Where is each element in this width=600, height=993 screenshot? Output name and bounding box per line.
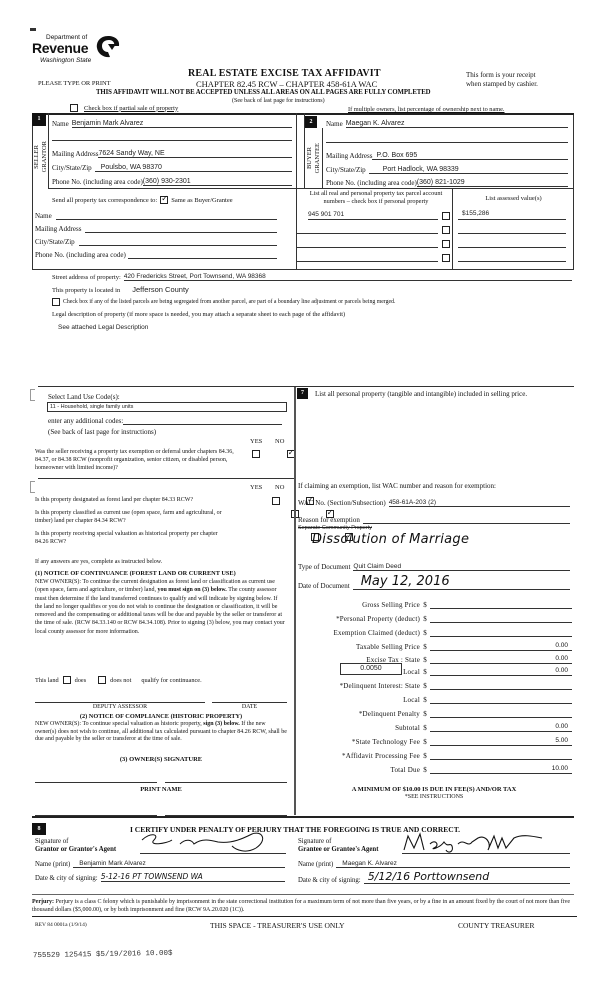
assessed-value-field[interactable]: [458, 224, 566, 234]
buyer-city-label: City/State/Zip: [326, 166, 366, 174]
buyer-city-field[interactable]: Port Hadlock, WA 98339: [369, 166, 568, 174]
dollar-sign: $: [423, 682, 427, 690]
buyer-label: BUYER: [306, 146, 313, 170]
fee-label: Exemption Claimed (deduct): [333, 629, 420, 637]
this-land-label: This land: [35, 676, 59, 684]
does-checkbox[interactable]: [63, 676, 71, 684]
section-7-marker: 7: [297, 388, 308, 399]
yes-header-2: YES: [250, 484, 263, 491]
seller-city-field[interactable]: Poulsbo, WA 98370: [95, 164, 292, 172]
form-revision: REV 84 0001a (1/9/14): [35, 922, 87, 928]
doc-type-row: [298, 560, 570, 571]
notice-1-body-bold: you must sign on (3) below.: [157, 587, 227, 594]
fee-row-gross-selling-price: [300, 597, 572, 609]
partial-sale-label: Check box if partial sale of property: [84, 104, 179, 112]
fee-value-field[interactable]: 5.00: [430, 736, 572, 746]
does-not-checkbox[interactable]: [98, 676, 106, 684]
reason-row: [298, 513, 570, 524]
fee-value-field[interactable]: [430, 694, 572, 704]
parcel-row: [308, 210, 450, 220]
fee-label: *State Technology Fee: [351, 738, 420, 746]
grantee-date-field[interactable]: 5/12/16 Porttownsend: [364, 870, 570, 884]
wac-row: [298, 496, 570, 507]
dollar-sign: $: [423, 766, 427, 774]
section-divider-rule: [38, 386, 574, 387]
buyer-phone-label: Phone No. (including area code): [326, 179, 417, 187]
fee-label: Local: [403, 668, 420, 676]
grantor-name-row: [35, 858, 285, 868]
buyer-bottom-rule: [296, 188, 574, 189]
land-use-select[interactable]: 11 - Household, single family units: [47, 402, 287, 412]
corr-address-label: Mailing Address: [35, 225, 82, 233]
wac-field[interactable]: 458-61A-203 (2): [389, 499, 570, 507]
buyer-address-row: [326, 149, 568, 160]
corr-name-label: Name: [35, 212, 52, 220]
doc-type-label: Type of Document: [298, 563, 351, 571]
dollar-sign: $: [423, 738, 427, 746]
qualify-label: qualify for continuance.: [141, 676, 202, 684]
seller-name-line-2[interactable]: [52, 140, 292, 141]
no-header-2: NO: [275, 484, 285, 491]
exemption-yes-checkbox[interactable]: [252, 450, 260, 458]
corr-city-field[interactable]: [79, 238, 277, 246]
seller-phone-row: [52, 175, 292, 186]
fee-value-field[interactable]: 0.00: [430, 666, 572, 676]
grantor-label: GRANTOR: [40, 141, 48, 173]
notice-1-body-b: The county assessor must then determine if the land transferred continues to qualify and will indicate by signing below. If the land no longer qualifies or you do not wish to continue the designation or classification, it will be removed and the compensating or additional taxes will be due and payable by the seller or transferor at the time of sale. (RCW 84.33.140 or RCW 84.34.108). Prior to signing (3) below, you may contact your local county assessor for more information.: [35, 587, 285, 635]
grantor-signature-field[interactable]: [140, 836, 286, 854]
see-instructions-note: *SEE INSTRUCTIONS: [404, 794, 464, 800]
parcel-header-2: numbers – check box if personal property: [323, 198, 429, 205]
grantee-name-field[interactable]: Maegan K. Alvarez: [336, 860, 570, 868]
parcel-row: [296, 224, 450, 234]
corr-address-row: [35, 223, 277, 233]
located-row: [52, 285, 189, 294]
fee-value-field[interactable]: 0.00: [430, 654, 572, 664]
grantee-signature-scribble: [402, 830, 570, 854]
fee-row-exemption-claimed: [300, 625, 572, 637]
does-not-label: does not: [110, 676, 132, 684]
fee-value-field[interactable]: [430, 613, 572, 623]
buyer-left-rule: [304, 113, 305, 188]
grantor-name-label: Name (print): [35, 861, 71, 868]
doc-date-label: Date of Document: [298, 582, 350, 590]
street-address-label: Street address of property:: [52, 274, 121, 281]
owner-signature-label: (3) OWNER(S) SIGNATURE: [119, 756, 203, 763]
fee-label: *Delinquent Interest: State: [339, 682, 420, 690]
notice-2-body-a: NEW OWNER(S): To continue special valuation as historic property,: [35, 721, 202, 727]
corr-city-label: City/State/Zip: [35, 238, 75, 246]
treasurer-stamp: 755529 125415 $5/19/2016 10.00$: [32, 949, 173, 961]
personal-property-checkbox[interactable]: [442, 226, 450, 234]
section-8-marker: 8: [32, 823, 46, 835]
corr-city-row: [35, 236, 277, 246]
grantor-sig-label-2: Grantor or Grantor's Agent: [35, 846, 117, 853]
seller-address-row: [52, 147, 292, 158]
dollar-sign: $: [423, 629, 427, 637]
fee-value-field[interactable]: [430, 708, 572, 718]
grantee-date-row: [298, 870, 570, 884]
fee-value-field[interactable]: [430, 750, 572, 760]
buyer-name-line-2[interactable]: [326, 142, 568, 143]
exemption-question: Was the seller receiving a property tax exemption or deferral under chapters 84.36, 84.37, or 84.38 RCW (nonprofit organization, senior citizen, or disabled person, homeowner with limited income)?: [35, 449, 234, 471]
forest-land-question: Is this property designated as forest land per chapter 84.33 RCW?: [35, 497, 194, 503]
doc-date-field[interactable]: May 12, 2016: [353, 574, 570, 590]
grantor-sig-label-1: Signature of: [35, 838, 69, 845]
section-5-rule: [38, 478, 294, 479]
grantee-label: GRANTEE: [314, 142, 321, 174]
street-address-field[interactable]: 420 Fredericks Street, Port Townsend, WA 98368: [124, 273, 572, 281]
no-header: NO: [275, 438, 285, 445]
grantee-signature-field[interactable]: [402, 836, 570, 854]
minimum-due-note: A MINIMUM OF $10.00 IS DUE IN FEE(S) AND/OR TAX: [351, 786, 517, 793]
yes-header: YES: [250, 438, 263, 445]
cert-bottom-rule: [32, 894, 574, 895]
grantor-date-label: Date & city of signing:: [35, 875, 98, 882]
segregated-row: [52, 298, 395, 306]
grantor-date-field[interactable]: 5-12-16 PT TOWNSEND WA: [101, 872, 285, 882]
top-rule: [32, 113, 574, 115]
fee-value-field[interactable]: [430, 680, 572, 690]
seller-name-row: [52, 117, 292, 128]
logo-dept-of: Department of: [46, 34, 88, 41]
notice-1-title: (1) NOTICE OF CONTINUANCE (FOREST LAND OR CURRENT USE): [35, 570, 236, 577]
fee-label: Gross Selling Price: [362, 601, 420, 609]
fee-label: Total Due: [390, 766, 420, 774]
seller-phone-label: Phone No. (including area code): [52, 178, 143, 186]
fee-value-field[interactable]: 0.00: [430, 722, 572, 732]
buyer-name-field[interactable]: Maegan K. Alvarez: [346, 120, 568, 128]
form-chapter: CHAPTER 82.45 RCW – CHAPTER 458-61A WAC: [196, 79, 378, 89]
county-treasurer-label: COUNTY TREASURER: [458, 921, 535, 930]
seller-name-field[interactable]: Benjamin Mark Alvarez: [72, 120, 292, 128]
parcel-account-field[interactable]: [296, 239, 438, 248]
legal-description-field[interactable]: See attached Legal Description: [58, 324, 149, 331]
wac-label: WAC No. (Section/Subsection): [298, 499, 386, 507]
grantee-name-row: [298, 858, 570, 868]
fee-row-delinquent-interest-state: [300, 678, 572, 690]
correspondence-row: [52, 196, 233, 204]
corr-name-row: [35, 210, 277, 220]
additional-codes-row: [48, 415, 282, 425]
seller-divider: [48, 113, 49, 188]
assessed-value-field[interactable]: [458, 238, 566, 248]
assessor-date-label: DATE: [241, 704, 258, 710]
seller-address-field[interactable]: 7624 Sandy Way, NE: [98, 150, 292, 158]
dollar-sign: $: [423, 643, 427, 651]
grantor-name-field[interactable]: Benjamin Mark Alvarez: [73, 860, 285, 868]
corr-phone-row: [35, 249, 277, 259]
additional-codes-field[interactable]: [123, 417, 282, 425]
reason-field[interactable]: [363, 515, 570, 524]
corr-name-field[interactable]: [56, 212, 277, 220]
buyer-phone-field[interactable]: (360) 821-1029: [417, 179, 568, 187]
reason-struck-text: Separate Community Property: [298, 525, 372, 531]
grantor-signature-scribble: [136, 830, 282, 852]
logo-washington-state: Washington State: [40, 57, 92, 64]
parcel-account-field[interactable]: 945 901 701: [308, 211, 438, 220]
grantee-name-label: Name (print): [298, 861, 334, 868]
grantor-date-row: [35, 871, 285, 882]
assessor-date-line[interactable]: [212, 702, 287, 703]
seller-side-label: [32, 126, 49, 188]
corr-address-field[interactable]: [85, 225, 277, 233]
grantee-sig-label-1: Signature of: [298, 838, 332, 845]
personal-property-checkbox[interactable]: [442, 212, 450, 220]
reason-handwritten[interactable]: Dissolution of Marriage: [312, 532, 470, 547]
doc-date-row: [298, 574, 570, 590]
section-1-marker: 1: [32, 113, 46, 126]
buyer-address-field[interactable]: P.O. Box 695: [372, 152, 568, 160]
seller-city-row: [52, 161, 292, 172]
notice-2-body: [35, 721, 287, 744]
perjury-notice: [32, 898, 577, 914]
parcel-account-field[interactable]: [296, 225, 438, 234]
fee-value-field[interactable]: [430, 599, 572, 609]
fee-label: Excise Tax : State: [366, 656, 420, 664]
grantee-date-label: Date & city of signing:: [298, 877, 361, 884]
fee-value-field[interactable]: 0.00: [430, 641, 572, 651]
personal-property-checkbox[interactable]: [442, 240, 450, 248]
current-use-question: Is this property classified as current use (open space, farm and agricultural, or timber) land per chapter 84.34 RCW?: [35, 510, 222, 524]
continuance-row: [35, 676, 202, 684]
scan-speck: [30, 28, 36, 31]
section-5-bracket: [30, 481, 35, 493]
corr-phone-field[interactable]: [128, 251, 277, 259]
multiple-owners-note: If multiple owners, list percentage of ownership next to name.: [348, 106, 505, 113]
notice-2-title: (2) NOTICE OF COMPLIANCE (HISTORIC PROPERTY): [79, 713, 243, 720]
fee-row-total-due: [300, 762, 572, 774]
buyer-name-row: [326, 117, 568, 128]
seller-bottom-rule: [48, 188, 296, 189]
fee-label: Local: [403, 696, 420, 704]
personal-property-label: List all personal property (tangible and intangible) included in selling price.: [315, 390, 528, 398]
fee-row-personal-property: [300, 611, 572, 623]
treasurer-use-label: THIS SPACE - TREASURER'S USE ONLY: [210, 921, 345, 930]
receipt-note-2: when stamped by cashier.: [466, 80, 538, 88]
dollar-sign: $: [423, 724, 427, 732]
receipt-note-1: This form is your receipt: [466, 71, 536, 79]
dor-logo: [32, 34, 127, 70]
parcel-header-1: List all real and personal property tax parcel account: [309, 190, 443, 197]
notice-1-body: [35, 578, 285, 636]
seller-city-label: City/State/Zip: [52, 164, 92, 172]
assessed-value-field[interactable]: [458, 252, 566, 262]
fee-value-field[interactable]: [430, 627, 572, 637]
fee-row-delinquent-interest-local: [300, 692, 572, 704]
buyer-phone-row: [326, 176, 568, 187]
fee-label: *Affidavit Processing Fee: [342, 752, 420, 760]
dollar-sign: $: [423, 601, 427, 609]
see-back-instructions: (See back of last page for instructions): [232, 98, 325, 104]
section-4-bracket: [30, 389, 35, 401]
dollar-sign: $: [423, 710, 427, 718]
notice-2-body-bold: sign (3) below.: [203, 721, 240, 727]
owner-signature-line-2[interactable]: [165, 782, 287, 783]
perjury-label: Perjury:: [32, 899, 54, 905]
fee-label: Taxable Selling Price: [356, 643, 420, 651]
grantee-sig-label-2: Grantee or Grantee's Agent: [298, 846, 379, 853]
fee-label: *Personal Property (deduct): [336, 615, 420, 623]
fee-row-delinquent-penalty: [300, 706, 572, 718]
seller-name-label: Name: [52, 120, 69, 128]
footer-rule: [32, 916, 577, 917]
buyer-address-label: Mailing Address: [326, 152, 373, 160]
buyer-side-label: [305, 128, 323, 188]
located-label: This property is located in: [52, 287, 121, 294]
buyer-city-row: [326, 163, 568, 174]
seller-label: SELLER: [32, 145, 40, 169]
segregated-label: Check box if any of the listed parcels are being segregated from another parcel, are part of a boundary line adjustment or parcels being merged.: [63, 299, 396, 305]
fee-label: Subtotal: [395, 724, 420, 732]
personal-property-checkbox[interactable]: [442, 254, 450, 262]
dollar-sign: $: [423, 752, 427, 760]
fee-row-subtotal: [300, 720, 572, 732]
deputy-assessor-label: DEPUTY ASSESSOR: [92, 704, 148, 710]
dollar-sign: $: [423, 668, 427, 676]
if-yes-note: If any answers are yes, complete as instructed below.: [35, 559, 163, 565]
personal-property-field[interactable]: [312, 412, 572, 472]
perjury-text: Perjury is a class C felony which is punishable by imprisonment in the state correctional institution for a maximum term of not more than five years, or by a fine in an amount fixed by the court of not more than five thousand dollars ($5,000.00), or by both imprisonment and fine (RCW 9A.20.020 (1C)).: [32, 899, 571, 913]
parcel-row: [296, 238, 450, 248]
print-name-label: PRINT NAME: [140, 786, 182, 793]
partial-sale-row: [70, 104, 178, 112]
parcel-account-field[interactable]: [296, 253, 438, 262]
notice-1-body-a: NEW OWNER(S): To continue the current designation as forest land or classification as current use (open space, farm and agriculture, or timber) land,: [35, 579, 275, 594]
fee-row-excise-tax-local: [300, 664, 572, 676]
type-or-print: PLEASE TYPE OR PRINT: [38, 80, 111, 87]
same-as-buyer-label: Same as Buyer/Grantee: [171, 196, 233, 204]
owner-signature-line[interactable]: [35, 782, 157, 783]
seller-phone-field[interactable]: (360) 930-2301: [143, 178, 292, 186]
reason-label: Reason for exemption: [298, 516, 360, 524]
doc-type-field[interactable]: Quit Claim Deed: [353, 563, 570, 571]
lower-column-divider: [294, 387, 296, 815]
revenue-swirl-icon: [94, 34, 122, 60]
logo-revenue: Revenue: [32, 40, 89, 56]
deputy-assessor-line[interactable]: [35, 702, 205, 703]
parcel-row: [296, 252, 450, 262]
dollar-sign: $: [423, 696, 427, 704]
local-rate-field[interactable]: 0.0050: [340, 663, 402, 675]
form-warning: THIS AFFIDAVIT WILL NOT BE ACCEPTED UNLESS ALL AREAS ON ALL PAGES ARE FULLY COMPLETED: [96, 89, 431, 96]
forest-land-yes-checkbox[interactable]: [272, 497, 280, 505]
certification-statement: I CERTIFY UNDER PENALTY OF PERJURY THAT THE FOREGOING IS TRUE AND CORRECT.: [130, 825, 461, 834]
does-label: does: [74, 676, 87, 684]
dollar-sign: $: [423, 656, 427, 664]
fee-label: *Delinquent Penalty: [358, 710, 420, 718]
assessed-value-field[interactable]: $155,286: [458, 210, 566, 220]
exemption-intro: If claiming an exemption, list WAC number and reason for exemption:: [298, 482, 496, 490]
correspondence-label: Send all property tax correspondence to:: [52, 196, 158, 204]
fee-row-affidavit-processing-fee: [300, 748, 572, 760]
additional-codes-label: enter any additional codes:: [48, 417, 124, 425]
seller-address-label: Mailing Address: [52, 150, 99, 158]
segregated-checkbox[interactable]: [52, 298, 60, 306]
same-as-buyer-checkbox[interactable]: [160, 196, 168, 204]
county-field[interactable]: Jefferson County: [132, 285, 189, 294]
historic-question: Is this property receiving special valuation as historical property per chapter 84.26 RCW?: [35, 531, 218, 545]
street-address-row: [52, 270, 572, 281]
partial-sale-checkbox[interactable]: [70, 104, 78, 112]
legal-description-label: Legal description of property (if more space is needed, you may attach a separate sheet to each page of the affidavit): [52, 311, 346, 318]
fee-row-state-technology-fee: [300, 734, 572, 746]
land-use-instructions: (See back of last page for instructions): [48, 428, 157, 436]
notice-2-body-b: If the new owner(s) does not wish to continue, all additional tax calculated pursuant to chapter 84.26 RCW, shall be due and payable by the seller or transferor at the time of sale.: [35, 721, 287, 742]
fee-row-taxable-selling-price: [300, 639, 572, 651]
buyer-name-label: Name: [326, 120, 343, 128]
land-use-label: Select Land Use Code(s):: [48, 393, 120, 401]
form-title: REAL ESTATE EXCISE TAX AFFIDAVIT: [188, 68, 381, 79]
assessed-header: List assessed value(s): [485, 195, 542, 202]
section-2-marker: 2: [305, 116, 317, 128]
dollar-sign: $: [423, 615, 427, 623]
corr-phone-label: Phone No. (including area code): [35, 251, 126, 259]
cert-top-rule: [32, 816, 574, 818]
fee-value-field[interactable]: 10.00: [430, 764, 572, 774]
